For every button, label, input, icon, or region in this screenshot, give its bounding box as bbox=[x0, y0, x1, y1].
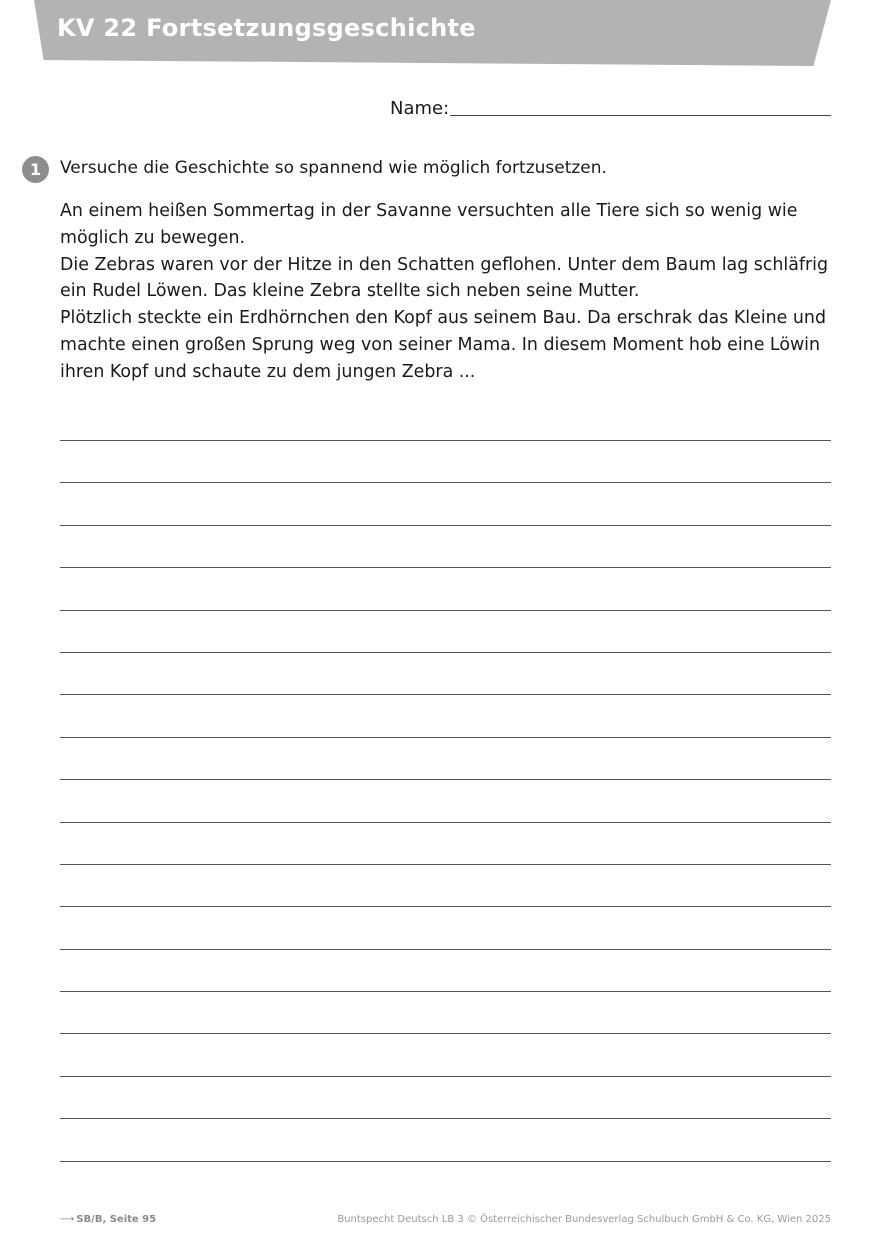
name-label: Name: bbox=[390, 98, 450, 119]
story-line: ein Rudel Löwen. Das kleine Zebra stellte sich neben seine Mutter. bbox=[60, 281, 640, 302]
footer-reference-text: SB/B, Seite 95 bbox=[76, 1214, 157, 1225]
writing-line[interactable] bbox=[60, 482, 831, 483]
arrow-right-icon: ⟶ bbox=[60, 1214, 75, 1225]
writing-line[interactable] bbox=[60, 1161, 831, 1162]
writing-area bbox=[60, 440, 831, 1203]
story-line: machte einen großen Sprung weg von seiner Mama. In diesem Moment hob eine Löwin bbox=[60, 334, 821, 355]
writing-line[interactable] bbox=[60, 1033, 831, 1034]
writing-line[interactable] bbox=[60, 779, 831, 780]
writing-line[interactable] bbox=[60, 440, 831, 441]
task-number-badge: 1 bbox=[22, 156, 49, 183]
name-field bbox=[390, 98, 832, 120]
story-line: Die Zebras waren vor der Hitze in den Schatten geflohen. Unter dem Baum lag schläfrig bbox=[60, 254, 829, 275]
page-title: KV 22 Fortsetzungsgeschichte bbox=[57, 14, 476, 42]
writing-line[interactable] bbox=[60, 1076, 831, 1077]
name-write-line[interactable] bbox=[450, 115, 831, 116]
writing-line[interactable] bbox=[60, 652, 831, 653]
footer bbox=[60, 1214, 831, 1230]
task-instruction: Versuche die Geschichte so spannend wie möglich fortzusetzen. bbox=[60, 158, 607, 178]
writing-line[interactable] bbox=[60, 822, 831, 823]
story-line: möglich zu bewegen. bbox=[60, 227, 246, 248]
writing-line[interactable] bbox=[60, 864, 831, 865]
writing-line[interactable] bbox=[60, 694, 831, 695]
story-line: ihren Kopf und schaute zu dem jungen Zebra ... bbox=[60, 361, 476, 382]
writing-line[interactable] bbox=[60, 991, 831, 992]
writing-line[interactable] bbox=[60, 1118, 831, 1119]
writing-line[interactable] bbox=[60, 737, 831, 738]
story-line: An einem heißen Sommertag in der Savanne versuchten alle Tiere sich so wenig wie bbox=[60, 201, 798, 221]
writing-line[interactable] bbox=[60, 525, 831, 526]
footer-reference bbox=[60, 1214, 156, 1225]
story-line: Plötzlich steckte ein Erdhörnchen den Kopf aus seinem Bau. Da erschrak das Kleine und bbox=[60, 308, 826, 329]
story-text bbox=[60, 198, 829, 386]
writing-line[interactable] bbox=[60, 610, 831, 611]
footer-copyright: Buntspecht Deutsch LB 3 © Österreichischer Bundesverlag Schulbuch GmbH & Co. KG, Wien 2025 bbox=[337, 1214, 831, 1225]
writing-line[interactable] bbox=[60, 567, 831, 568]
writing-line[interactable] bbox=[60, 949, 831, 950]
writing-line[interactable] bbox=[60, 906, 831, 907]
